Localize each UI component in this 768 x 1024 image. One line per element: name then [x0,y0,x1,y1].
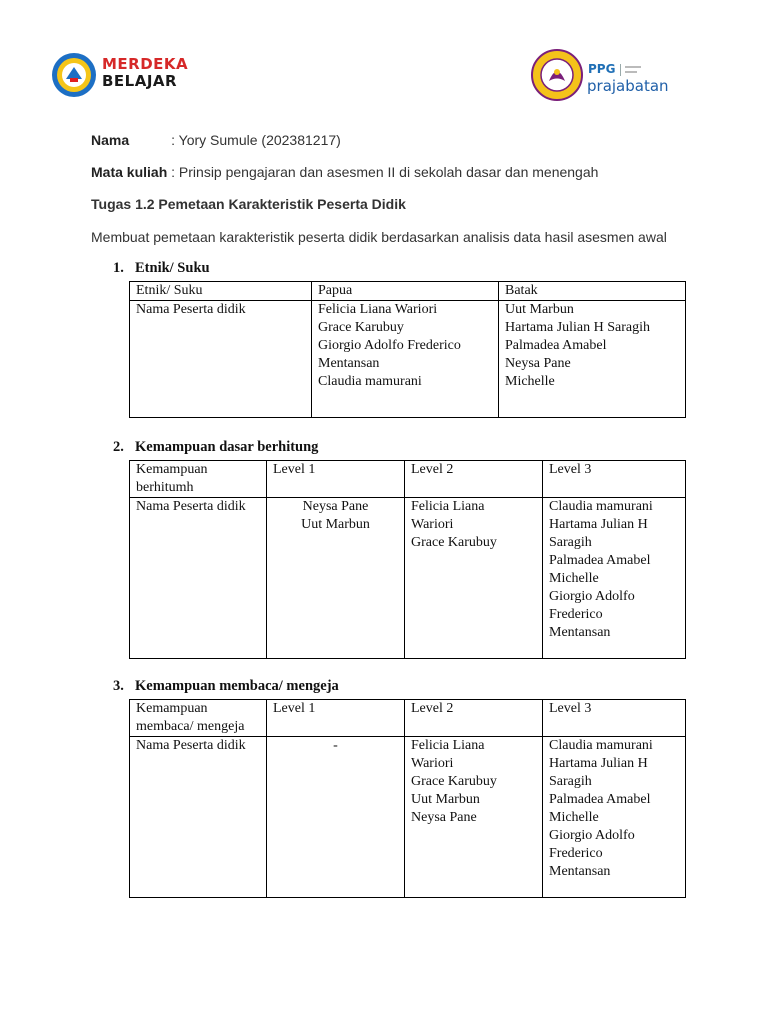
student-name: Mentansan [549,864,611,879]
name-value: : Yory Sumule (202381217) [171,132,341,148]
merdeka-belajar-logo [50,50,189,100]
header-cell: Papua [312,282,499,301]
logo-divider [620,64,621,76]
student-name: Frederico [549,607,603,622]
logo-subtext-line [625,71,637,73]
header-cell: Level 2 [405,700,543,737]
name-label: Nama [91,132,130,148]
header-cell: Kemampuan berhitumh [130,461,267,498]
student-name: Neysa Pane [505,356,571,371]
student-name: Palmadea Amabel [549,553,651,568]
table-row [130,737,686,898]
task-title: Tugas 1.2 Pemetaan Karakteristik Peserta Didik [91,196,406,212]
university-seal-icon [530,48,584,102]
ppg-prajabatan-logo [530,48,670,102]
table-etnik [129,281,686,418]
student-name: Giorgio Adolfo [549,828,635,843]
batak-students-cell [499,301,686,418]
table-header-row [130,461,686,498]
header-cell: Level 1 [267,461,405,498]
student-name: Saragih [549,774,592,789]
student-name: Claudia mamurani [549,499,653,514]
student-name: Claudia mamurani [318,374,422,389]
table-berhitung [129,460,686,659]
section-heading: Etnik/ Suku [135,260,210,276]
row-label-cell: Nama Peserta didik [130,301,312,418]
table-row [130,498,686,659]
course-line [91,164,598,180]
student-name: Giorgio Adolfo Frederico [318,338,461,353]
header-cell: Level 1 [267,700,405,737]
logo-text-belajar: BELAJAR [102,72,178,90]
level2-students-cell [405,737,543,898]
level1-students-cell [267,498,405,659]
section-heading: Kemampuan membaca/ mengeja [135,678,339,694]
student-name-line [91,132,341,148]
section-title-berhitung [113,439,318,456]
student-name: Neysa Pane [302,499,369,514]
prajabatan-label: prajabatan [587,77,669,95]
task-description: Membuat pemetaan karakteristik peserta didik berdasarkan analisis data hasil asesmen awal [91,229,667,245]
student-name: Grace Karubuy [411,774,497,789]
section-title-etnik [113,260,210,277]
student-name: Michelle [549,571,599,586]
section-number: 3. [113,678,124,694]
header-cell: Kemampuan membaca/ mengeja [130,700,267,737]
header-cell: Level 2 [405,461,543,498]
student-name: Giorgio Adolfo [549,589,635,604]
level2-students-cell [405,498,543,659]
student-name: Grace Karubuy [318,320,404,335]
level3-students-cell [543,737,686,898]
student-name: Palmadea Amabel [549,792,651,807]
table-header-row [130,282,686,301]
header-cell: Level 3 [543,461,686,498]
empty-dash: - [333,738,338,753]
student-name: Claudia mamurani [549,738,653,753]
level3-students-cell [543,498,686,659]
header-cell: Batak [499,282,686,301]
section-number: 2. [113,439,124,455]
logo-subtext-line [625,66,641,68]
papua-students-cell [312,301,499,418]
student-name: Uut Marbun [505,302,574,317]
student-name: Grace Karubuy [411,535,497,550]
table-header-row [130,700,686,737]
header-cell: Level 3 [543,700,686,737]
section-heading: Kemampuan dasar berhitung [135,439,319,455]
student-name: Palmadea Amabel [505,338,607,353]
student-name: Mentansan [549,625,611,640]
student-name: Hartama Julian H Saragih [505,320,651,335]
student-name: Frederico [549,846,603,861]
table-membaca [129,699,686,898]
student-name: Wariori [411,517,454,532]
student-name: Felicia Liana [411,738,485,753]
row-label-cell: Nama Peserta didik [130,737,267,898]
student-name: Wariori [411,756,454,771]
section-title-membaca [113,678,339,695]
student-name: Michelle [549,810,599,825]
student-name: Saragih [549,535,592,550]
logo-text-merdeka: MERDEKA [102,55,189,73]
student-name: Michelle [505,374,555,389]
course-label: Mata kuliah [91,164,168,180]
table-row [130,301,686,418]
student-name: Mentansan [318,356,380,371]
header-cell: Etnik/ Suku [130,282,312,301]
student-name: Hartama Julian H [549,756,648,771]
section-number: 1. [113,260,124,276]
course-value: : Prinsip pengajaran dan asesmen II di sekolah dasar dan menengah [167,164,599,180]
student-name: Uut Marbun [301,517,370,532]
student-name: Felicia Liana Wariori [318,302,438,317]
student-name: Hartama Julian H [549,517,648,532]
student-name: Uut Marbun [411,792,480,807]
level1-students-cell [267,737,405,898]
student-name: Felicia Liana [411,499,485,514]
student-name: Neysa Pane [411,810,477,825]
row-label-cell: Nama Peserta didik [130,498,267,659]
ppg-label: PPG [588,62,616,76]
